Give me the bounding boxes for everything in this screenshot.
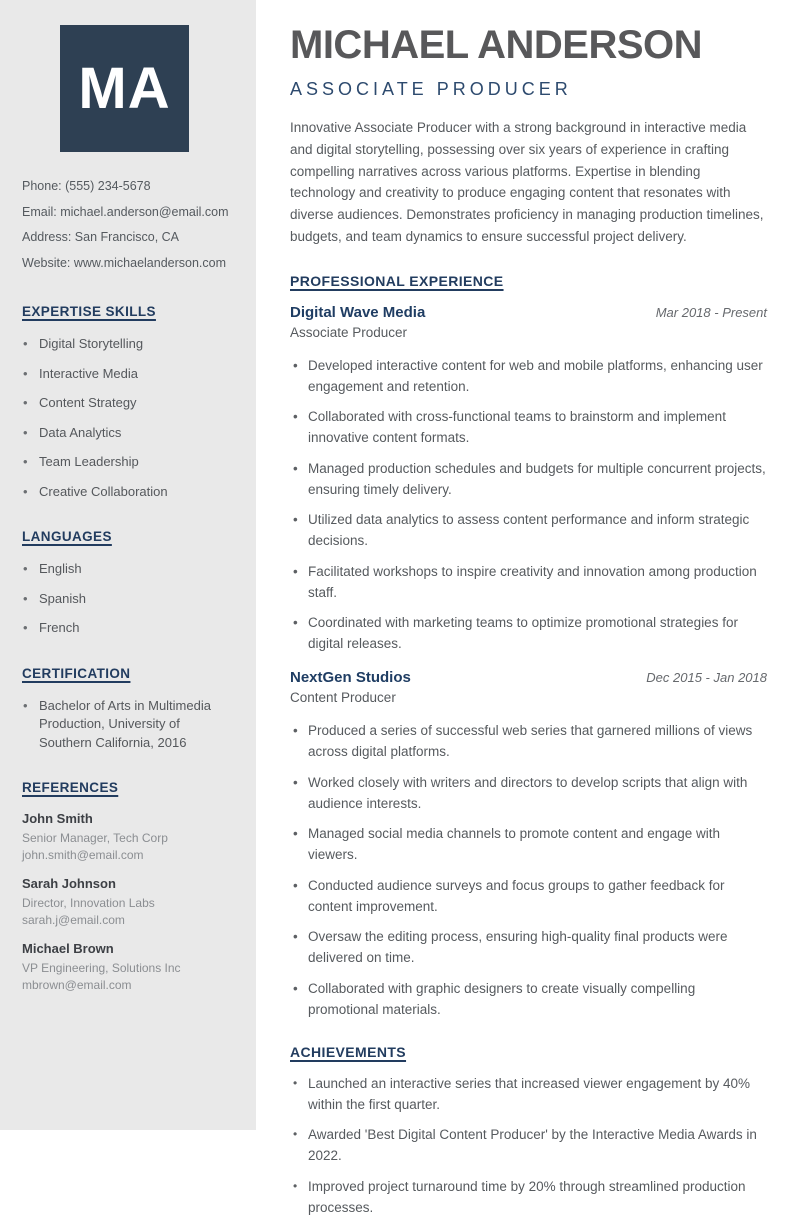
job-header [290,669,767,686]
reference-role: Senior Manager, Tech Corp [22,831,168,845]
sidebar [0,0,256,1130]
person-title: ASSOCIATE PRODUCER [290,79,572,99]
contact-email: Email: michael.anderson@email.com [22,204,229,219]
job-entry [290,304,767,655]
job-bullet-list [290,720,767,1020]
reference-email: john.smith@email.com [22,848,144,862]
job-dates: Mar 2018 - Present [655,304,767,320]
skill-item: • Interactive Media [22,365,236,384]
reference-name: Michael Brown [22,941,114,956]
skill-item: • Content Strategy [22,394,236,413]
languages-list [22,560,236,638]
achievement-bullet: • Awarded 'Best Digital Content Producer' by the Interactive Media Awards in 2022. [290,1124,767,1166]
certification-item: • Bachelor of Arts in Multimedia Production, University of Southern California, 2016 [22,697,236,753]
person-name: MICHAEL ANDERSON [290,23,703,67]
reference-name: John Smith [22,811,93,826]
reference-role: VP Engineering, Solutions Inc [22,961,181,975]
job-bullet: • Managed production schedules and budgets for multiple concurrent projects, ensuring timely delivery. [290,458,767,500]
job-bullet: • Managed social media channels to promote content and engage with viewers. [290,823,767,865]
language-item: • Spanish [22,590,236,609]
references-heading: REFERENCES [22,780,119,795]
achievements-heading: ACHIEVEMENTS [290,1043,407,1060]
job-bullet: • Collaborated with cross-functional teams to brainstorm and implement innovative content formats. [290,406,767,448]
job-bullet: • Developed interactive content for web and mobile platforms, enhancing user engagement and retention. [290,355,767,397]
skills-list [22,335,236,501]
avatar-initials: MA [78,56,171,121]
reference-email: sarah.j@email.com [22,913,125,927]
contact-address: Address: San Francisco, CA [22,230,180,244]
certification-heading: CERTIFICATION [22,665,131,681]
languages-heading: LANGUAGES [22,529,112,544]
job-role: Associate Producer [290,324,408,340]
job-bullet: • Worked closely with writers and directors to develop scripts that align with audience interests. [290,772,767,814]
language-item: • French [22,619,236,638]
job-bullet: • Conducted audience surveys and focus groups to gather feedback for content improvement. [290,875,767,917]
job-bullet: • Collaborated with graphic designers to create visually compelling promotional materials. [290,978,767,1020]
achievement-bullet: • Improved project turnaround time by 20% through streamlined production processes. [290,1176,767,1218]
job-bullet: • Facilitated workshops to inspire creativity and innovation among production staff. [290,561,767,603]
skill-item: • Creative Collaboration [22,483,236,502]
certification-section [22,666,236,753]
contact-website: Website: www.michaelanderson.com [22,255,227,270]
achievement-bullet: • Launched an interactive series that increased viewer engagement by 40% within the first quarter. [290,1073,767,1115]
job-bullet-list [290,355,767,655]
job-company: NextGen Studios [290,669,411,687]
job-company: Digital Wave Media [290,303,426,321]
achievements-list [290,1073,767,1218]
job-entry [290,669,767,1020]
skill-item: • Digital Storytelling [22,335,236,354]
certification-list [22,697,236,753]
summary-paragraph: Innovative Associate Producer with a strong background in interactive media and digital storytelling, possessing over six years of experience in crafting compelling narratives across various platforms. Expertise in blending technology and creativity to produce engaging content that resonates with diverse audiences. Demonstrates proficiency in managing production timelines, budgets, and team dynamics to ensure successful project delivery. [290,120,764,244]
job-bullet: • Coordinated with marketing teams to optimize promotional strategies for digital releases. [290,612,767,654]
experience-section [290,273,767,1020]
job-bullet: • Utilized data analytics to assess content performance and inform strategic decisions. [290,509,767,551]
skill-item: • Data Analytics [22,424,236,443]
achievements-section [290,1044,767,1218]
skills-section [22,304,236,501]
job-header [290,304,767,321]
skill-item: • Team Leadership [22,453,236,472]
job-bullet: • Produced a series of successful web series that garnered millions of views across digital platforms. [290,720,767,762]
reference-email: mbrown@email.com [22,978,132,992]
avatar [60,25,189,152]
main-content [256,0,800,1215]
languages-section [22,529,236,638]
language-item: • English [22,560,236,579]
reference-role: Director, Innovation Labs [22,896,155,910]
experience-heading: PROFESSIONAL EXPERIENCE [290,272,504,289]
contact-phone: Phone: (555) 234-5678 [22,179,151,193]
job-bullet: • Oversaw the editing process, ensuring high-quality final products were delivered on time. [290,926,767,968]
job-dates: Dec 2015 - Jan 2018 [646,670,767,686]
reference-person [22,941,236,994]
reference-person [22,811,236,864]
job-role: Content Producer [290,690,396,706]
contact-info [22,174,236,276]
reference-name: Sarah Johnson [22,876,116,891]
references-section [22,780,236,994]
skills-heading: EXPERTISE SKILLS [22,304,156,319]
reference-person [22,876,236,929]
